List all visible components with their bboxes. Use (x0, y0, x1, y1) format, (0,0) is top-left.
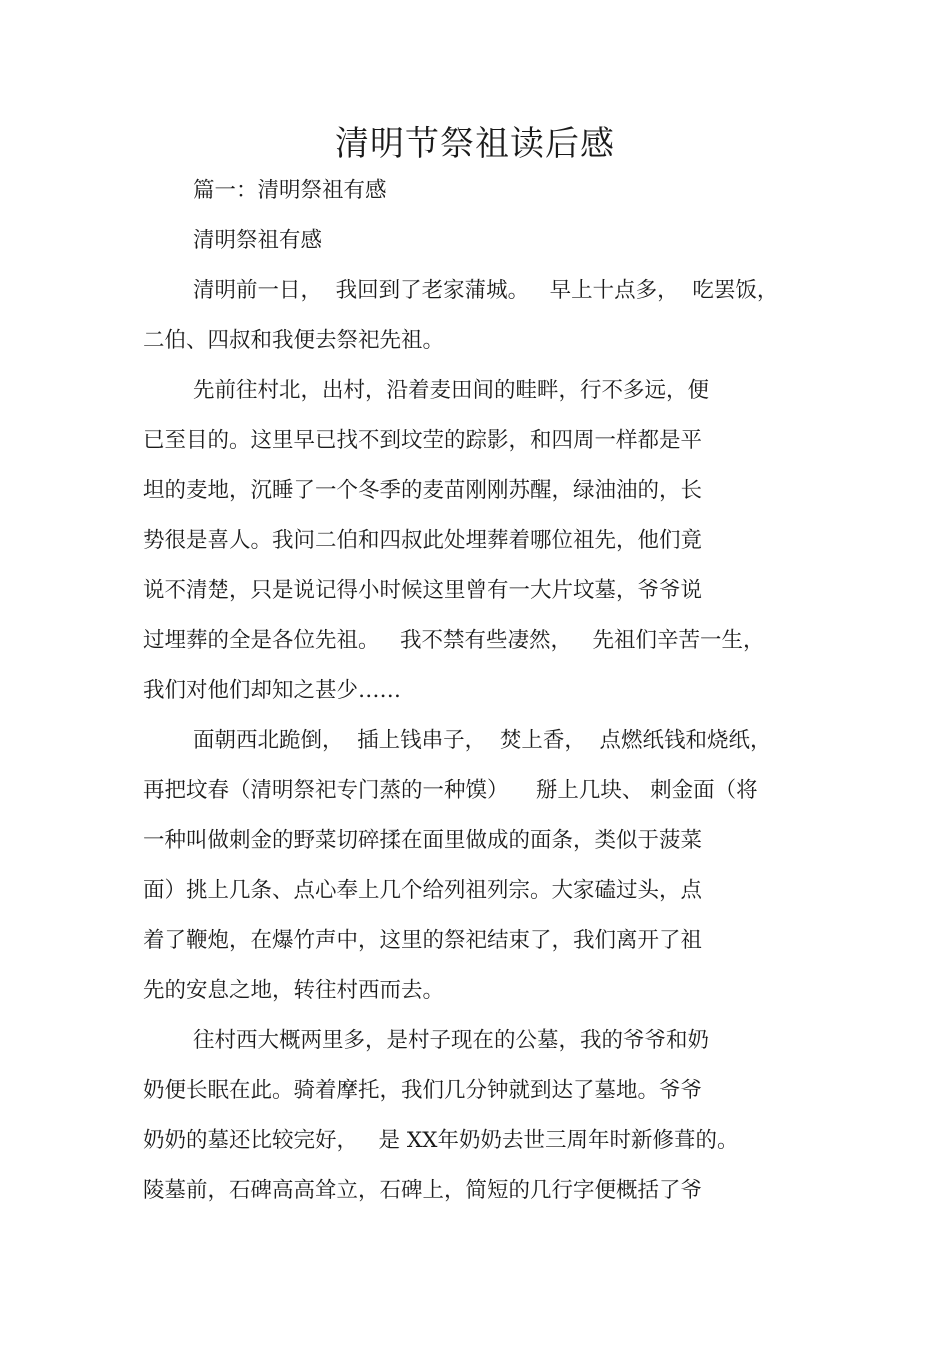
paragraph-3-line-5: 着了鞭炮，在爆竹声中，这里的祭祀结束了，我们离开了祖 (143, 928, 703, 953)
document-title: 清明节祭祖读后感 (335, 124, 615, 164)
paragraph-4-line-3: 奶奶的墓还比较完好， 是 XX年奶奶去世三周年时新修葺的。 (143, 1128, 739, 1153)
paragraph-3-line-4: 面）挑上几条、点心奉上几个给列祖列宗。大家磕过头，点 (143, 878, 703, 903)
paragraph-2-line-1: 先前往村北，出村，沿着麦田间的畦畔，行不多远，便 (193, 378, 710, 403)
paragraph-1-line-2: 二伯、四叔和我便去祭祀先祖。 (143, 328, 445, 353)
paragraph-3-line-2: 再把坟春（清明祭祀专门蒸的一种馍） 掰上几块、 刺金面（将 (143, 778, 758, 803)
paragraph-3-line-6: 先的安息之地，转往村西而去。 (143, 978, 445, 1003)
section-heading: 篇一：清明祭祖有感 (193, 178, 387, 203)
paragraph-4-line-4: 陵墓前，石碑高高耸立，石碑上，简短的几行字便概括了爷 (143, 1178, 703, 1203)
paragraph-3-line-3: 一种叫做刺金的野菜切碎揉在面里做成的面条，类似于菠菜 (143, 828, 703, 853)
paragraph-2-line-5: 说不清楚，只是说记得小时候这里曾有一大片坟墓，爷爷说 (143, 578, 703, 603)
subtitle: 清明祭祖有感 (193, 228, 323, 253)
paragraph-2-line-7: 我们对他们却知之甚少…… (143, 678, 402, 703)
paragraph-4-line-2: 奶便长眠在此。骑着摩托，我们几分钟就到达了墓地。爷爷 (143, 1078, 703, 1103)
paragraph-2-line-6: 过埋葬的全是各位先祖。 我不禁有些凄然， 先祖们辛苦一生， (143, 628, 765, 653)
paragraph-2-line-2: 已至目的。这里早已找不到坟茔的踪影，和四周一样都是平 (143, 428, 703, 453)
paragraph-3-line-1: 面朝西北跪倒， 插上钱串子， 焚上香， 点燃纸钱和烧纸， (193, 728, 772, 753)
paragraph-4-line-1: 往村西大概两里多，是村子现在的公墓，我的爷爷和奶 (193, 1028, 710, 1053)
paragraph-2-line-4: 势很是喜人。我问二伯和四叔此处埋葬着哪位祖先，他们竟 (143, 528, 703, 553)
paragraph-1-line-1: 清明前一日， 我回到了老家蒲城。 早上十点多， 吃罢饭， (193, 278, 779, 303)
paragraph-2-line-3: 坦的麦地，沉睡了一个冬季的麦苗刚刚苏醒，绿油油的，长 (143, 478, 703, 503)
